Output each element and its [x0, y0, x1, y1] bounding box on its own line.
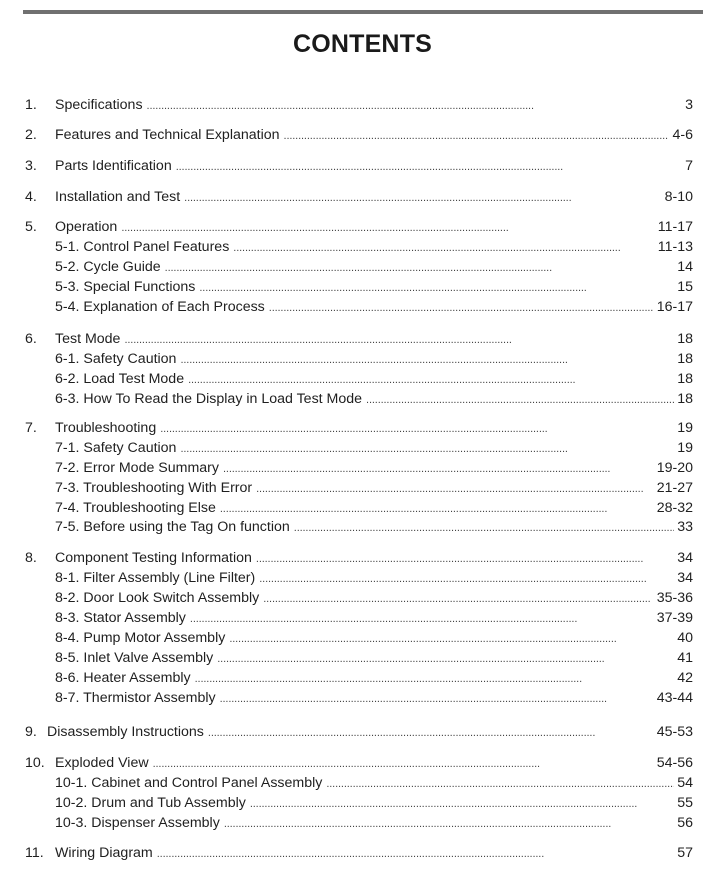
toc-entry[interactable] — [25, 608, 693, 628]
toc-entry-page: 37-39 — [656, 610, 693, 626]
toc-entry-label: 10-3. Dispenser Assembly — [55, 815, 220, 831]
dot-leader — [220, 688, 654, 708]
dot-leader — [256, 478, 654, 498]
dot-leader — [124, 329, 674, 349]
toc-entry-page: 28-32 — [656, 500, 693, 516]
toc-entry[interactable] — [25, 843, 693, 863]
dot-leader — [259, 568, 674, 588]
dot-leader — [180, 349, 674, 369]
dot-leader — [217, 648, 674, 668]
toc-entry[interactable] — [25, 329, 693, 349]
toc-entry-label: 7-4. Troubleshooting Else — [55, 500, 216, 516]
toc-entry-page: 14 — [677, 259, 693, 275]
toc-entry-page: 54 — [677, 775, 693, 791]
toc-entry-page: 42 — [677, 670, 693, 686]
toc-entry[interactable] — [25, 648, 693, 668]
toc-entry-number: 9. — [25, 724, 37, 740]
toc-entry-page: 41 — [677, 650, 693, 666]
dot-leader — [157, 843, 674, 863]
toc-entry-page: 33 — [677, 519, 693, 535]
toc-entry[interactable] — [25, 668, 693, 688]
toc-entry-label: 6-2. Load Test Mode — [55, 371, 185, 387]
toc-entry-number: 6. — [25, 331, 37, 347]
dot-leader — [184, 187, 661, 207]
toc-entry[interactable] — [25, 478, 693, 498]
toc-entry[interactable] — [25, 517, 693, 537]
toc-entry[interactable] — [25, 297, 693, 317]
toc-entry-label: 8-2. Door Look Switch Assembly — [55, 590, 260, 606]
toc-entry[interactable] — [25, 418, 693, 438]
toc-entry-label: Test Mode — [55, 331, 121, 347]
toc-entry[interactable] — [25, 187, 693, 207]
dot-leader — [229, 628, 674, 648]
dot-leader — [366, 389, 674, 409]
toc-entry-page: 3 — [685, 97, 693, 113]
dot-leader — [188, 369, 674, 389]
dot-leader — [208, 722, 654, 742]
dot-leader — [224, 813, 674, 833]
toc-entry-page: 18 — [677, 331, 693, 347]
dot-leader — [294, 517, 674, 537]
toc-entry-label: Troubleshooting — [55, 420, 157, 436]
toc-entry-number: 4. — [25, 189, 37, 205]
toc-entry-label: Disassembly Instructions — [47, 724, 204, 740]
dot-leader — [326, 773, 674, 793]
toc-entry-label: 8-3. Stator Assembly — [55, 610, 186, 626]
toc-entry-label: 6-3. How To Read the Display in Load Test Mode — [55, 391, 363, 407]
toc-entry-label: 7-5. Before using the Tag On function — [55, 519, 290, 535]
toc-entry-label: 5-3. Special Functions — [55, 279, 196, 295]
toc-entry-page: 16-17 — [656, 299, 693, 315]
toc-entry-number: 5. — [25, 219, 37, 235]
toc-entry[interactable] — [25, 548, 693, 568]
dot-leader — [180, 438, 674, 458]
toc-entry-label: 8-1. Filter Assembly (Line Filter) — [55, 570, 256, 586]
dot-leader — [153, 753, 654, 773]
toc-entry[interactable] — [25, 257, 693, 277]
toc-entry-label: 7-1. Safety Caution — [55, 440, 177, 456]
toc-entry[interactable] — [25, 813, 693, 833]
toc-entry[interactable] — [25, 277, 693, 297]
toc-entry-page: 57 — [677, 845, 693, 861]
toc-entry-label: Wiring Diagram — [55, 845, 153, 861]
top-rule — [23, 10, 703, 14]
toc-entry[interactable] — [25, 458, 693, 478]
toc-entry-page: 43-44 — [656, 690, 693, 706]
toc-entry-page: 45-53 — [656, 724, 693, 740]
toc-entry-page: 54-56 — [656, 755, 693, 771]
toc-entry-page: 8-10 — [664, 189, 693, 205]
toc-entry-page: 18 — [677, 371, 693, 387]
page-title: CONTENTS — [292, 30, 433, 58]
toc-entry-page: 19 — [677, 440, 693, 456]
dot-leader — [284, 125, 670, 145]
dot-leader — [220, 498, 654, 518]
toc-entry-label: 7-3. Troubleshooting With Error — [55, 480, 253, 496]
toc-entry-number: 8. — [25, 550, 37, 566]
toc-entry-label: 8-7. Thermistor Assembly — [55, 690, 216, 706]
dot-leader — [195, 668, 675, 688]
toc-entry-page: 18 — [677, 391, 693, 407]
toc-entry-number: 7. — [25, 420, 37, 436]
toc-entry-page: 11-13 — [657, 239, 693, 255]
toc-entry[interactable] — [25, 237, 693, 257]
toc-entry-page: 40 — [677, 630, 693, 646]
toc-entry-number: 11. — [25, 845, 44, 861]
toc-entry-page: 11-17 — [657, 219, 693, 235]
toc-entry-page: 19 — [677, 420, 693, 436]
toc-entry[interactable] — [25, 349, 693, 369]
toc-entry-label: 5-4. Explanation of Each Process — [55, 299, 265, 315]
dot-leader — [263, 588, 653, 608]
toc-entry[interactable] — [25, 217, 693, 237]
toc-entry[interactable] — [25, 773, 693, 793]
dot-leader — [269, 297, 654, 317]
toc-entry-page: 4-6 — [672, 127, 693, 143]
toc-entry-page: 21-27 — [656, 480, 693, 496]
toc-entry-page: 19-20 — [656, 460, 693, 476]
toc-entry-label: 8-6. Heater Assembly — [55, 670, 191, 686]
toc-entry-page: 18 — [677, 351, 693, 367]
toc-entry[interactable] — [25, 95, 693, 115]
dot-leader — [190, 608, 654, 628]
toc-entry-label: 10-1. Cabinet and Control Panel Assembly — [55, 775, 323, 791]
toc-entry[interactable] — [25, 125, 693, 145]
toc-entry-label: Specifications — [55, 97, 143, 113]
toc-entry[interactable] — [25, 568, 693, 588]
dot-leader — [233, 237, 654, 257]
toc-entry[interactable] — [25, 369, 693, 389]
toc-entry-label: 6-1. Safety Caution — [55, 351, 177, 367]
dot-leader — [121, 217, 654, 237]
toc-entry[interactable] — [25, 793, 693, 813]
toc-entry-label: 10-2. Drum and Tub Assembly — [55, 795, 246, 811]
toc-entry-page: 35-36 — [656, 590, 693, 606]
toc-entry-page: 34 — [677, 570, 693, 586]
dot-leader — [176, 156, 682, 176]
dot-leader — [250, 793, 674, 813]
toc-entry[interactable] — [25, 389, 693, 409]
toc-entry[interactable] — [25, 438, 693, 458]
dot-leader — [256, 548, 674, 568]
toc-entry-number: 10. — [25, 755, 45, 771]
toc-entry-number: 3. — [25, 158, 37, 174]
toc-entry-label: Parts Identification — [55, 158, 172, 174]
toc-entry-page: 15 — [677, 279, 693, 295]
toc-entry-label: 5-2. Cycle Guide — [55, 259, 161, 275]
toc-entry-label: Exploded View — [55, 755, 149, 771]
toc-entry-label: 8-5. Inlet Valve Assembly — [55, 650, 214, 666]
toc-entry[interactable] — [25, 156, 693, 176]
toc-entry-page: 55 — [677, 795, 693, 811]
dot-leader — [160, 418, 674, 438]
dot-leader — [147, 95, 683, 115]
dot-leader — [223, 458, 654, 478]
dot-leader — [165, 257, 675, 277]
toc-entry-label: 5-1. Control Panel Features — [55, 239, 230, 255]
toc-entry[interactable] — [25, 688, 693, 708]
toc-entry-page: 56 — [677, 815, 693, 831]
toc-entry-label: Installation and Test — [55, 189, 181, 205]
toc-entry[interactable] — [25, 498, 693, 518]
toc-entry-page: 34 — [677, 550, 693, 566]
toc-entry-label: Operation — [55, 219, 118, 235]
toc-entry[interactable] — [25, 722, 693, 742]
toc-entry-number: 1. — [25, 97, 37, 113]
toc-entry-label: Component Testing Information — [55, 550, 252, 566]
toc-entry[interactable] — [25, 753, 693, 773]
toc-entry-label: 7-2. Error Mode Summary — [55, 460, 219, 476]
toc-entry[interactable] — [25, 588, 693, 608]
toc-entry-page: 7 — [685, 158, 693, 174]
toc-entry-number: 2. — [25, 127, 37, 143]
toc-entry-label: 8-4. Pump Motor Assembly — [55, 630, 226, 646]
toc-entry-label: Features and Technical Explanation — [55, 127, 280, 143]
dot-leader — [199, 277, 674, 297]
toc-entry[interactable] — [25, 628, 693, 648]
